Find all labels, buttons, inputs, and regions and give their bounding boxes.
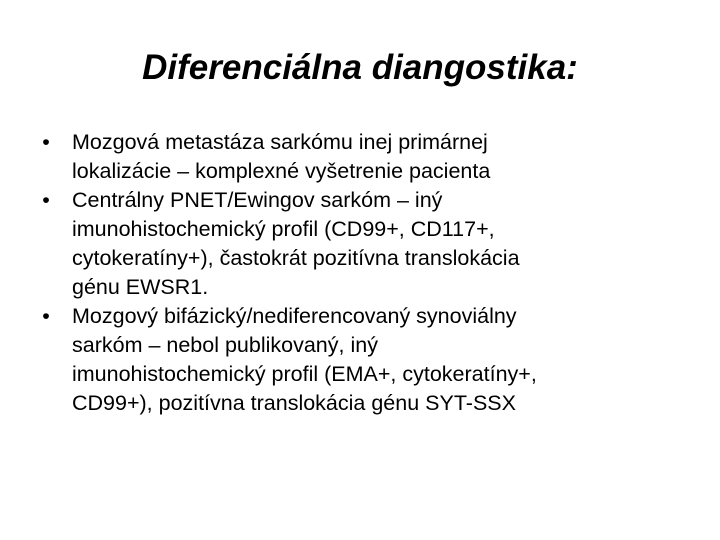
bullet-line: lokalizácie – komplexné vyšetrenie pacienta	[72, 159, 491, 183]
bullet-dot-icon: •	[42, 304, 50, 328]
bullet-item-pnet-ewing	[36, 186, 672, 302]
bullet-line: imunohistochemický profil (CD99+, CD117+,	[72, 217, 495, 241]
bullet-line: Mozgový bifázický/nediferencovaný synoviálny	[72, 304, 517, 328]
bullet-line: CD99+), pozitívna translokácia génu SYT-SSX	[72, 391, 516, 415]
bullet-line: cytokeratíny+), častokrát pozitívna translokácia	[72, 246, 520, 270]
bullet-line: Mozgová metastáza sarkómu inej primárnej	[72, 130, 488, 154]
bullet-line: sarkóm – nebol publikovaný, iný	[72, 333, 378, 357]
bullet-list	[36, 128, 672, 418]
bullet-item-synovial-sarcoma	[36, 302, 672, 418]
bullet-item-metastasis	[36, 128, 672, 186]
bullet-line: imunohistochemický profil (EMA+, cytokeratíny+,	[72, 362, 537, 386]
bullet-dot-icon: •	[42, 130, 50, 154]
bullet-line: Centrálny PNET/Ewingov sarkóm – iný	[72, 188, 443, 212]
slide-title: Diferenciálna diangostika:	[142, 48, 578, 87]
bullet-dot-icon: •	[42, 188, 50, 212]
bullet-line: génu EWSR1.	[72, 275, 209, 299]
